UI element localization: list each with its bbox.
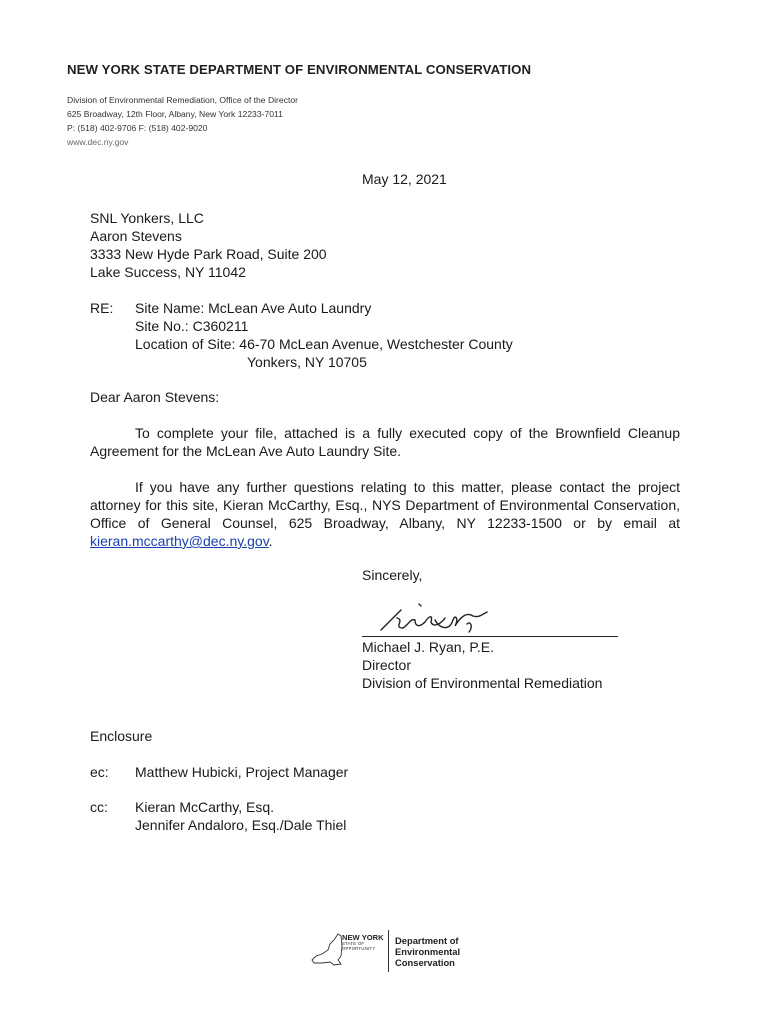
signature-image — [375, 598, 500, 638]
site-location: Location of Site: 46-70 McLean Avenue, Westchester County — [135, 336, 513, 352]
signer-division: Division of Environmental Remediation — [362, 675, 603, 691]
site-name: Site Name: McLean Ave Auto Laundry — [135, 300, 372, 316]
ny-logo-sub1: STATE OF — [342, 941, 365, 946]
ec-label: ec: — [90, 764, 109, 780]
paragraph-2-text: If you have any further questions relating to this matter, please contact the project attorney for this site, Kieran McCarthy, Esq., NYS Department of Environmental Conservation, Office of General Counsel, 625 Broadway, Albany, NY 12233-1500 or by email at — [90, 479, 680, 531]
re-block — [135, 299, 513, 371]
agency-address: 625 Broadway, 12th Floor, Albany, New York 12233-7011 — [67, 109, 283, 119]
dec-logo-text — [395, 935, 460, 968]
salutation: Dear Aaron Stevens: — [90, 389, 220, 405]
recipient-address — [90, 209, 327, 281]
recipient-line: Aaron Stevens — [90, 228, 182, 244]
cc-recipients — [135, 798, 346, 834]
signature-line — [362, 636, 618, 637]
dec-logo-line: Environmental — [395, 946, 461, 957]
dec-logo-line: Department of — [395, 935, 459, 946]
website-link[interactable]: www.dec.ny.gov — [67, 137, 129, 147]
cc-label: cc: — [90, 799, 108, 815]
ec-recipient: Matthew Hubicki, Project Manager — [135, 764, 349, 780]
ny-logo-main: NEW YORK — [342, 933, 384, 942]
logo-divider — [388, 930, 389, 972]
signer-block — [362, 638, 602, 692]
recipient-line: Lake Success, NY 11042 — [90, 264, 246, 280]
paragraph-2-end: . — [268, 533, 273, 549]
recipient-line: 3333 New Hyde Park Road, Suite 200 — [90, 246, 327, 262]
dec-logo-line: Conservation — [395, 957, 455, 968]
agency-name: NEW YORK STATE DEPARTMENT OF ENVIRONMENTAL CONSERVATION — [67, 62, 532, 77]
paragraph-1 — [90, 424, 680, 460]
letter-date: May 12, 2021 — [362, 171, 447, 187]
signer-name: Michael J. Ryan, P.E. — [362, 639, 495, 655]
division-line: Division of Environmental Remediation, Office of the Director — [67, 95, 299, 105]
recipient-line: SNL Yonkers, LLC — [90, 210, 204, 226]
enclosure-note: Enclosure — [90, 728, 153, 744]
ny-state-logo — [342, 934, 384, 951]
ny-state-outline-icon — [308, 930, 344, 970]
re-label: RE: — [90, 300, 114, 316]
paragraph-2 — [90, 478, 680, 550]
cc-recipient: Kieran McCarthy, Esq. — [135, 799, 275, 815]
cc-recipient: Jennifer Andaloro, Esq./Dale Thiel — [135, 817, 347, 833]
closing: Sincerely, — [362, 567, 423, 583]
phone-fax: P: (518) 402-9706 F: (518) 402-9020 — [67, 123, 208, 133]
site-number: Site No.: C360211 — [135, 318, 249, 334]
email-link[interactable]: kieran.mccarthy@dec.ny.gov — [90, 533, 269, 549]
paragraph-1-text: To complete your file, attached is a fully executed copy of the Brownfield Cleanup Agreement for the McLean Ave Auto Laundry Site. — [90, 425, 680, 459]
signer-title: Director — [362, 657, 412, 673]
site-location-city: Yonkers, NY 10705 — [247, 354, 367, 370]
ny-logo-sub2: OPPORTUNITY — [342, 945, 376, 951]
